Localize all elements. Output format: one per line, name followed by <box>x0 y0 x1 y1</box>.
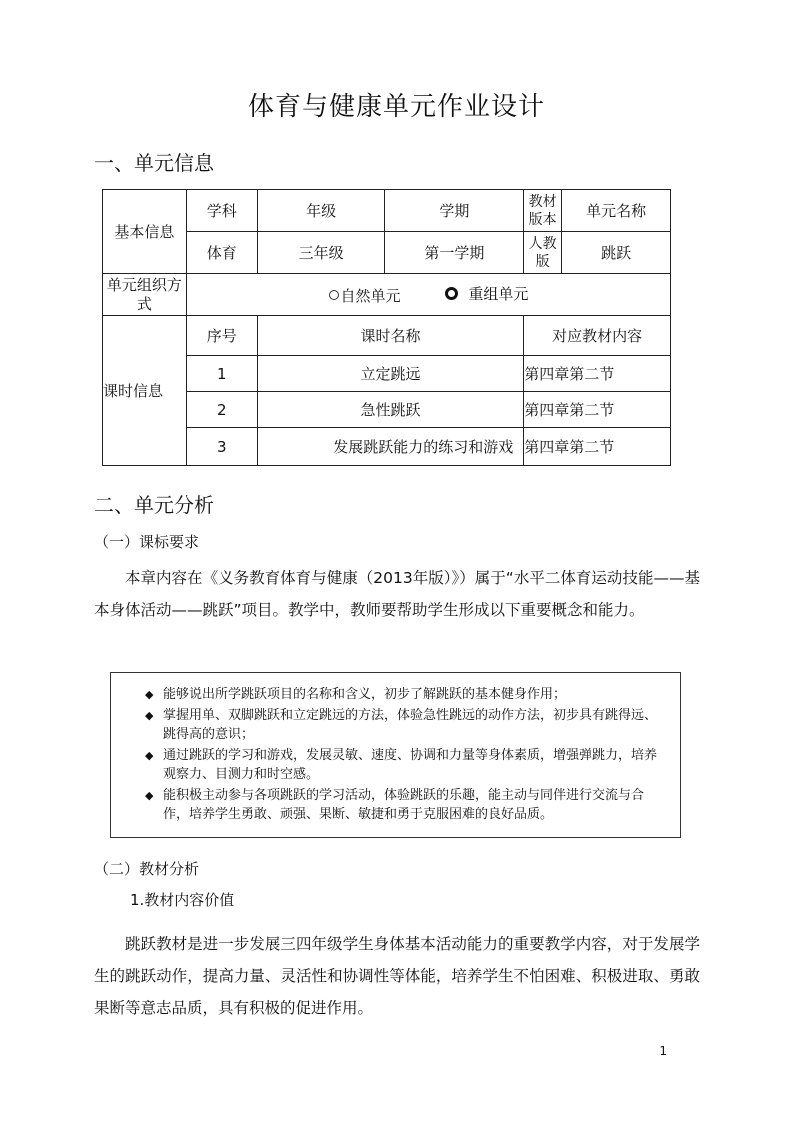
value-subject: 体育 <box>186 232 257 274</box>
lesson-content: 第四章第二节 <box>524 428 671 466</box>
section-unit-info-heading: 一、单元信息 <box>94 151 214 175</box>
diamond-bullet-icon: ◆ <box>145 749 154 762</box>
value-textbook-version: 人教版 <box>524 232 562 274</box>
lesson-no: 2 <box>186 392 257 428</box>
radio-regroup-unit[interactable] <box>445 283 528 304</box>
lesson-no: 3 <box>186 428 257 466</box>
list-item: ◆ 掌握用单、双脚跳跃和立定跳远的方法，体验急性跳远的动作方法，初步具有跳得远、跳得高的意识； <box>145 708 658 742</box>
radio-selected-icon <box>445 287 458 300</box>
header-term: 学期 <box>385 190 524 232</box>
org-method-options <box>186 274 670 316</box>
lesson-header-no: 序号 <box>186 316 257 356</box>
lesson-content: 第四章第二节 <box>524 392 671 428</box>
header-grade: 年级 <box>257 190 385 232</box>
lesson-name: 立定跳远 <box>257 356 523 392</box>
list-item: ◆ 能积极主动参与各项跳跃的学习活动，体验跳跃的乐趣，能主动与同伴进行交流与合作，培养学生勇敢、顽强、果断、敏捷和勇于克服困难的良好品质。 <box>145 788 645 822</box>
list-item: ◆ 能够说出所学跳跃项目的名称和含义，初步了解跳跃的基本健身作用； <box>145 687 567 702</box>
lesson-name: 发展跳跃能力的练习和游戏 <box>257 428 523 466</box>
radio-natural-label: 自然单元 <box>340 286 401 305</box>
value-term: 第一学期 <box>385 232 524 274</box>
value-unit-name: 跳跃 <box>562 232 671 274</box>
radio-empty-icon <box>329 290 339 300</box>
header-textbook-version: 教材版本 <box>524 190 562 232</box>
textbook-analysis-heading: （二）教材分析 <box>94 860 200 878</box>
diamond-bullet-icon: ◆ <box>145 789 154 802</box>
org-method-label: 单元组织方式 <box>103 274 187 316</box>
lesson-info-label: 课时信息 <box>103 316 187 466</box>
key-concepts-box <box>110 672 681 838</box>
lesson-name: 急性跳跃 <box>257 392 523 428</box>
header-unit-name: 单元名称 <box>562 190 671 232</box>
textbook-value-paragraph: 跳跃教材是进一步发展三四年级学生身体基本活动能力的重要教学内容，对于发展学生的跳跃动作，提高力量、灵活性和协调性等体能，培养学生不怕困难、积极进取、勇敢果断等意志品质，具有积极的促进作用。 <box>94 935 700 1017</box>
value-grade: 三年级 <box>257 232 385 274</box>
lesson-header-name: 课时名称 <box>257 316 523 356</box>
radio-natural-unit[interactable] <box>329 285 401 306</box>
basic-info-label: 基本信息 <box>103 190 187 274</box>
unit-info-table <box>102 189 671 466</box>
lesson-content: 第四章第二节 <box>524 356 671 392</box>
section-unit-analysis-heading: 二、单元分析 <box>94 493 214 517</box>
list-item: ◆ 通过跳跃的学习和游戏，发展灵敏、速度、协调和力量等身体素质，增强弹跳力，培养观察力、目测力和时空感。 <box>145 748 658 782</box>
lesson-no: 1 <box>186 356 257 392</box>
diamond-bullet-icon: ◆ <box>145 709 154 722</box>
document-title: 体育与健康单元作业设计 <box>247 92 545 122</box>
page-number: 1 <box>659 1044 667 1058</box>
curriculum-paragraph: 本章内容在《义务教育体育与健康（2013年版）》）属于“水平二体育运动技能——基本身体活动——跳跃”项目。教学中，教师要帮助学生形成以下重要概念和能力。 <box>94 569 700 619</box>
diamond-bullet-icon: ◆ <box>145 688 154 701</box>
textbook-value-heading: 1.教材内容价值 <box>130 891 235 909</box>
curriculum-requirements-heading: （一）课标要求 <box>94 533 200 551</box>
header-subject: 学科 <box>186 190 257 232</box>
lesson-header-content: 对应教材内容 <box>524 316 671 356</box>
radio-regroup-label: 重组单元 <box>468 285 529 304</box>
